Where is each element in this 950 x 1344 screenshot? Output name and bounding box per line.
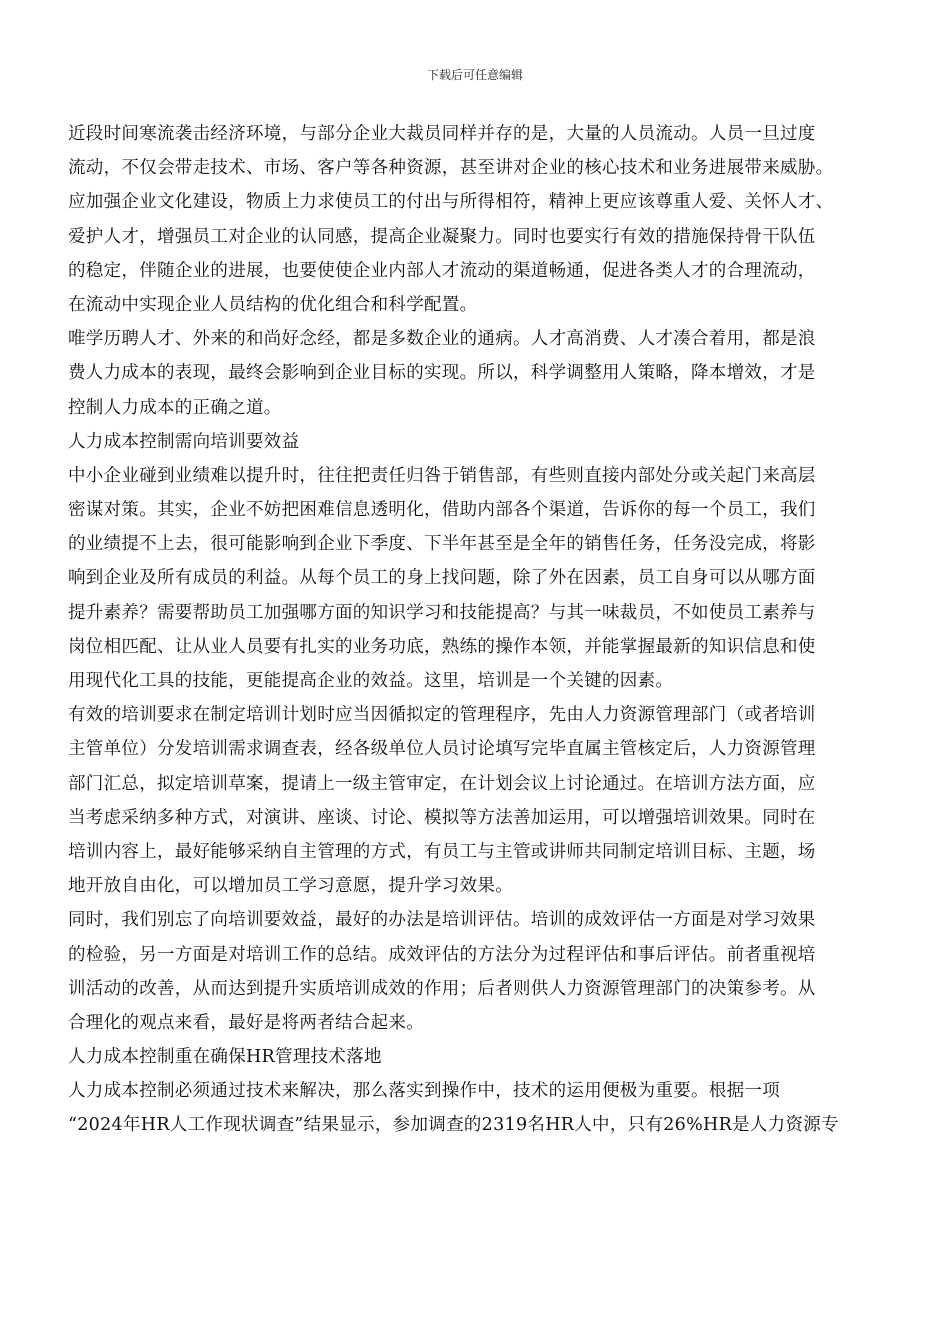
text-line: 唯学历聘人才、外来的和尚好念经，都是多数企业的通病。人才高消费、人才凑合着用，都是浪	[68, 329, 816, 350]
text-line: 中小企业碰到业绩难以提升时，往往把责任归咎于销售部，有些则直接内部处分或关起门来高层	[68, 465, 816, 486]
text-line: 的检验，另一方面是对培训工作的总结。成效评估的方法分为过程评估和事后评估。前者重视培	[68, 944, 816, 965]
page-header: 下载后可任意编辑	[426, 68, 523, 82]
text-line: 控制人力成本的正确之道。	[68, 397, 282, 418]
text-line: 地开放自由化，可以增加员工学习意愿，提升学习效果。	[68, 876, 513, 897]
text-line: 训活动的改善，从而达到提升实质培训成效的作用；后者则供人力资源管理部门的决策参考。从	[68, 978, 816, 999]
text-line: 流动，不仅会带走技术、市场、客户等各种资源，甚至讲对企业的核心技术和业务进展带来威胁。	[68, 158, 834, 179]
text-line: “2024年HR人工作现状调查”结果显示，参加调查的2319名HR人中，只有26%HR是人力资源专	[68, 1115, 839, 1136]
text-line: 人力成本控制重在确保HR管理技术落地	[68, 1047, 382, 1068]
text-line: 密谋对策。其实，企业不妨把困难信息透明化，借助内部各个渠道，告诉你的每一个员工，我们	[68, 500, 816, 521]
text-line: 岗位相匹配、让从业人员要有扎实的业务功底，熟练的操作本领，并能掌握最新的知识信息和使	[68, 636, 816, 657]
text-line: 合理化的观点来看，最好是将两者结合起来。	[68, 1012, 424, 1033]
text-line: 当考虑采纳多种方式，对演讲、座谈、讨论、模拟等方法善加运用，可以增强培训效果。同时在	[68, 807, 816, 828]
text-line: 用现代化工具的技能，更能提高企业的效益。这里，培训是一个关键的因素。	[68, 671, 674, 691]
text-line: 的稳定，伴随企业的进展，也要使使企业内部人才流动的渠道畅通，促进各类人才的合理流动，	[68, 260, 816, 281]
text-line: 培训内容上，最好能够采纳自主管理的方式，有员工与主管或讲师共同制定培训目标、主题，场	[68, 841, 816, 862]
text-line: 近段时间寒流袭击经济环境，与部分企业大裁员同样并存的是，大量的人员流动。人员一旦过度	[68, 124, 816, 144]
document-body	[68, 117, 888, 1143]
text-line: 应加强企业文化建设，物质上力求使员工的付出与所得相符，精神上更应该尊重人爱、关怀人才、	[68, 192, 834, 213]
text-line: 部门汇总，拟定培训草案，提请上一级主管审定，在计划会议上讨论通过。在培训方法方面，应	[68, 773, 816, 794]
text-line: 的业绩提不上去，很可能影响到企业下季度、下半年甚至是全年的销售任务，任务没完成，将影	[68, 534, 816, 555]
text-line: 人力成本控制需向培训要效益	[68, 431, 300, 452]
text-line: 人力成本控制必须通过技术来解决，那么落实到操作中，技术的运用便极为重要。根据一项	[68, 1081, 780, 1102]
text-line: 在流动中实现企业人员结构的优化组合和科学配置。	[68, 294, 478, 315]
text-line: 爱护人才，增强员工对企业的认同感，提高企业凝聚力。同时也要实行有效的措施保持骨干队伍	[68, 226, 816, 247]
text-line: 主管单位）分发培训需求调查表，经各级单位人员讨论填写完毕直属主管核定后，人力资源管理	[68, 739, 816, 760]
text-line: 提升素养？需要帮助员工加强哪方面的知识学习和技能提高？与其一味裁员，不如使员工素养与	[68, 602, 816, 623]
text-line: 同时，我们别忘了向培训要效益，最好的办法是培训评估。培训的成效评估一方面是对学习效果	[68, 910, 816, 931]
text-line: 响到企业及所有成员的利益。从每个员工的身上找问题，除了外在因素，员工自身可以从哪方面	[68, 568, 816, 589]
text-line: 有效的培训要求在制定培训计划时应当因循拟定的管理程序，先由人力资源管理部门（或者培训	[68, 705, 816, 726]
text-line: 费人力成本的表现，最终会影响到企业目标的实现。所以，科学调整用人策略，降本增效，才是	[68, 363, 816, 384]
